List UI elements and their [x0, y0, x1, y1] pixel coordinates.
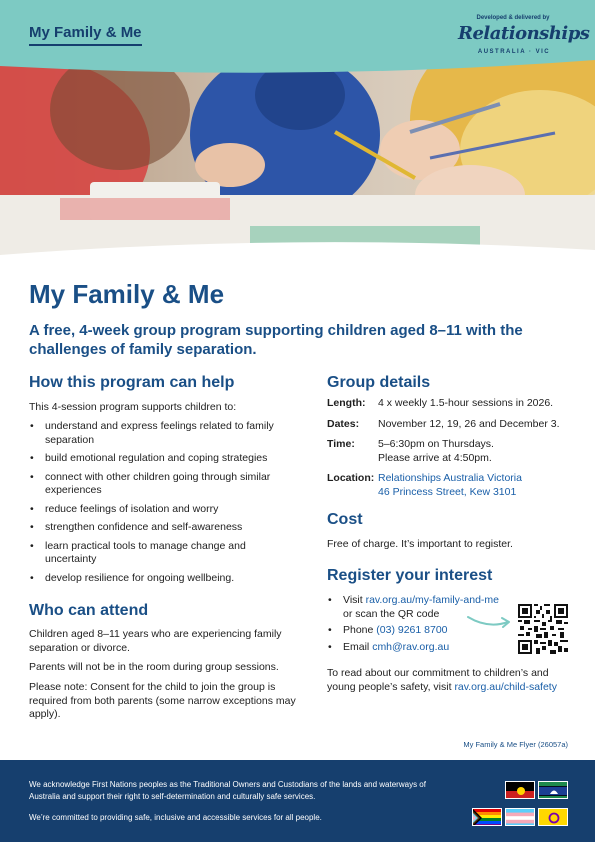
- email-link[interactable]: cmh@rav.org.au: [372, 640, 450, 653]
- torres-strait-islander-flag-icon: [538, 781, 568, 799]
- qr-code-icon[interactable]: [518, 604, 568, 654]
- list-item: • connect with other children going through similar experiences: [29, 471, 294, 498]
- progress-pride-flag-icon: [472, 808, 502, 826]
- location-value[interactable]: [378, 472, 560, 506]
- list-item: • develop resilience for ongoing wellbeing.: [29, 572, 294, 586]
- commitment-text: We’re committed to providing safe, inclusive and accessible services for all people.: [29, 813, 322, 822]
- attend-paragraph-1: Children aged 8–11 years who are experiencing family separation or divorce.: [29, 628, 282, 654]
- time-label: Time:: [327, 438, 355, 450]
- time-value: [378, 438, 560, 472]
- details-row: [327, 418, 560, 439]
- list-item: • understand and express feelings related to family separation: [29, 420, 294, 447]
- list-item: • learn practical tools to manage change and uncertainty: [29, 540, 294, 567]
- time-value-line-1: 5–6:30pm on Thursdays.: [378, 438, 494, 450]
- list-item: [327, 641, 517, 655]
- logo-subtitle: AUSTRALIA · VIC: [477, 49, 551, 55]
- child-safety-prefix: To read about our commitment to children’s and young people’s safety, visit: [327, 667, 549, 693]
- phone-prefix: Phone: [343, 624, 377, 636]
- time-value-line-2: Please arrive at 4:50pm.: [378, 451, 492, 464]
- list-item: • build emotional regulation and coping strategies: [29, 452, 294, 466]
- intersex-flag-icon: [538, 808, 568, 826]
- transgender-flag-icon: [505, 808, 535, 826]
- attend-paragraph-3: Please note: Consent for the child to join the group is required from both parents (some narrow exceptions may apply).: [29, 681, 296, 720]
- details-heading: Group details: [327, 374, 431, 391]
- details-table: [327, 397, 560, 506]
- list-item: • strengthen confidence and self-awareness: [29, 521, 294, 535]
- email-prefix: Email: [343, 640, 373, 653]
- hero-banner: [0, 0, 595, 258]
- brand-title: My Family & Me: [29, 24, 142, 41]
- brand-underline: [29, 44, 142, 46]
- page-subtitle: A free, 4-week group program supporting children aged 8–11 with the challenges of family separation.: [29, 322, 523, 358]
- footer: [0, 760, 595, 842]
- page-title: My Family & Me: [29, 279, 225, 309]
- visit-prefix: Visit: [343, 594, 366, 606]
- location-line-1[interactable]: Relationships Australia Victoria: [378, 472, 522, 484]
- acknowledgement-text: We acknowledge First Nations peoples as the Traditional Owners and Custodians of the lands and waterways of Australia and support their right to self-determination and culturally safe services.: [29, 780, 426, 801]
- aboriginal-flag-icon: [505, 781, 535, 799]
- register-heading: Register your interest: [327, 567, 493, 584]
- flyer-id: My Family & Me Flyer (26057a): [463, 740, 568, 749]
- length-label: Length:: [327, 397, 366, 409]
- child-safety-link[interactable]: rav.org.au/child-safety: [454, 680, 557, 693]
- help-heading: How this program can help: [29, 374, 235, 391]
- help-intro: This 4-session program supports children to:: [29, 401, 237, 413]
- register-link[interactable]: rav.org.au/my-family-and-me: [365, 594, 500, 606]
- list-item: • reduce feelings of isolation and worry: [29, 503, 294, 517]
- length-value: 4 x weekly 1.5-hour sessions in 2026.: [378, 397, 554, 409]
- developed-by-label: Developed & delivered by: [476, 15, 550, 21]
- help-list: [29, 420, 294, 590]
- phone-link[interactable]: (03) 9261 8700: [376, 624, 448, 636]
- location-line-2[interactable]: 46 Princess Street, Kew 3101: [378, 485, 517, 498]
- curved-arrow-icon: [466, 611, 514, 631]
- details-row: [327, 472, 560, 506]
- location-label: Location:: [327, 472, 375, 484]
- dates-label: Dates:: [327, 417, 360, 430]
- details-row: [327, 397, 560, 418]
- dates-value: November 12, 19, 26 and December 3.: [378, 417, 560, 430]
- cost-text: Free of charge. It’s important to register.: [327, 538, 513, 550]
- cost-heading: Cost: [327, 511, 363, 528]
- attend-heading: Who can attend: [29, 602, 149, 619]
- relationships-logo: Relationships: [458, 23, 590, 44]
- attend-paragraph-2: Parents will not be in the room during group sessions.: [29, 661, 279, 673]
- child-safety-text: [327, 667, 577, 694]
- details-row: [327, 438, 560, 472]
- visit-suffix: or scan the QR code: [343, 607, 440, 620]
